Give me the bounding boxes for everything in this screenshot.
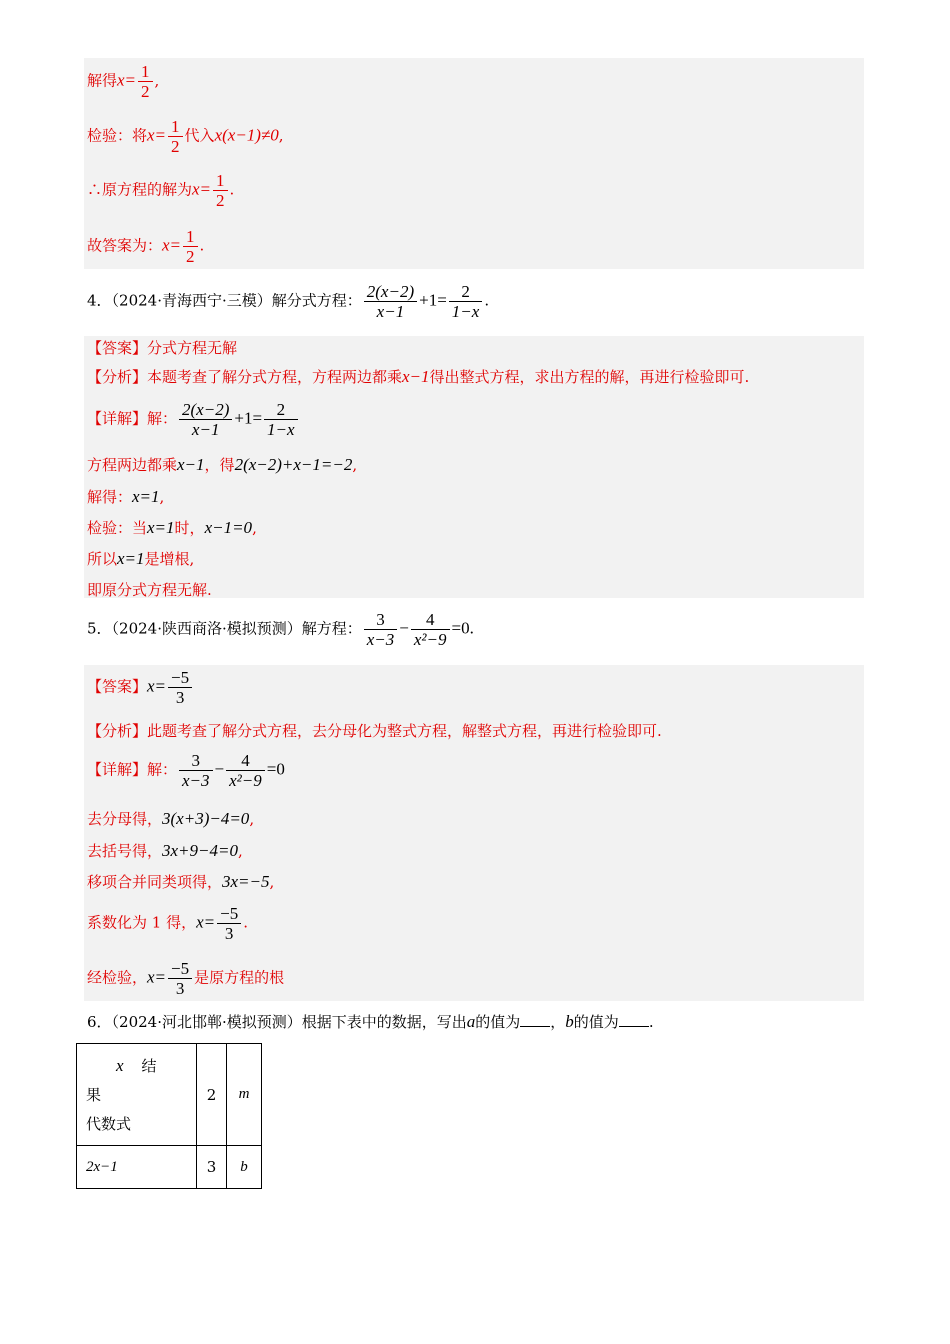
table-row [77, 1044, 262, 1146]
table-cell: b [227, 1146, 262, 1189]
fraction: $\frac{2(x-2)}{x-1}$ [364, 282, 417, 321]
table-cell: m [227, 1044, 262, 1146]
fraction: $\frac{-5}{3}$ [217, 904, 241, 943]
answer-blank-b[interactable] [619, 1012, 649, 1027]
p3-line-4: 故答案为：x= $\frac{1}{2}$ . [87, 227, 205, 266]
fraction: $\frac{2(x-2)}{x-1}$ [179, 400, 232, 439]
q4-step-4: 所以x=1是增根, [87, 549, 195, 568]
p3-line-2: 检验：将x= $\frac{1}{2}$ 代入x(x−1)≠0, [87, 117, 284, 156]
fraction: $\frac{-5}{3}$ [168, 668, 192, 707]
table-cell: 3 [197, 1146, 227, 1189]
q4-step-3: 检验：当x=1时，x−1=0, [87, 518, 257, 537]
fraction: $\frac{3}{x-3}$ [179, 751, 213, 790]
table-header-cell: x 结 果 代数式 [77, 1044, 197, 1146]
q5-step-5: 经检验，x= $\frac{-5}{3}$ 是原方程的根 [87, 959, 285, 998]
q5-answer: 【答案】x= $\frac{-5}{3}$ [87, 668, 194, 707]
fraction: $\frac{2}{1-x}$ [264, 400, 298, 439]
fraction: $\frac{3}{x-3}$ [364, 610, 398, 649]
q5-step-1: 去分母得，3(x+3)−4=0, [87, 809, 255, 828]
fraction: $\frac{1}{2}$ [213, 171, 228, 210]
q4-step-2: 解得：x=1, [87, 487, 165, 506]
table-row [77, 1146, 262, 1189]
q5-step-4: 系数化为 1 得，x= $\frac{-5}{3}$ . [87, 904, 248, 943]
q4-detail: 【详解】解： $\frac{2(x-2)}{x-1}$ +1= $\frac{2}{1-x}$ [87, 400, 300, 439]
fraction: $\frac{4}{\text{x²−9}}$ [226, 751, 265, 790]
q4-step-5: 即原分式方程无解. [87, 581, 212, 599]
q5-step-3: 移项合并同类项得，3x=−5, [87, 872, 275, 891]
data-table [76, 1043, 262, 1189]
fraction: $\frac{-5}{3}$ [168, 959, 192, 998]
p3-line-3: ∴原方程的解为x= $\frac{1}{2}$ . [87, 171, 235, 210]
q4-step-1: 方程两边都乘x−1，得2(x−2)+x−1=−2, [87, 455, 358, 474]
fraction: $\frac{4}{\text{x²−9}}$ [411, 610, 450, 649]
fraction: $\frac{2}{1-x}$ [449, 282, 483, 321]
q5-analysis: 【分析】此题考查了解分式方程，去分母化为整式方程，解整式方程，再进行检验即可. [87, 722, 662, 740]
q4-analysis: 【分析】本题考查了解分式方程，方程两边都乘x−1得出整式方程，求出方程的解，再进行检验即可. [87, 367, 750, 386]
fraction: $\frac{1}{2}$ [168, 117, 183, 156]
p3-line-1: 解得x= $\frac{1}{2}$ , [87, 62, 160, 101]
q4-answer: 【答案】分式方程无解 [87, 339, 238, 357]
question-5-stem: 5．（2024·陕西商洛·模拟预测）解方程： $\frac{3}{x-3}$ − $\frac{4}{\text{x²−9}}$ =0. [87, 610, 474, 649]
answer-blank-a[interactable] [520, 1012, 550, 1027]
fraction: $\frac{1}{2}$ [183, 227, 198, 266]
question-4-stem: 4．（2024·青海西宁·三模）解分式方程： $\frac{2(x-2)}{x-1}$ +1= $\frac{2}{1-x}$ . [87, 282, 490, 321]
q5-detail: 【详解】解： $\frac{3}{x-3}$ − $\frac{4}{\text{x²−9}}$ =0 [87, 751, 285, 790]
question-6-stem: 6．（2024·河北邯郸·模拟预测）根据下表中的数据，写出a的值为 ，b的值为 . [87, 1012, 654, 1031]
q5-step-2: 去括号得，3x+9−4=0, [87, 841, 243, 860]
table-cell: 2x−1 [77, 1146, 197, 1189]
solution-block-5 [84, 665, 864, 1001]
fraction: $\frac{1}{2}$ [138, 62, 153, 101]
table-cell: 2 [197, 1044, 227, 1146]
